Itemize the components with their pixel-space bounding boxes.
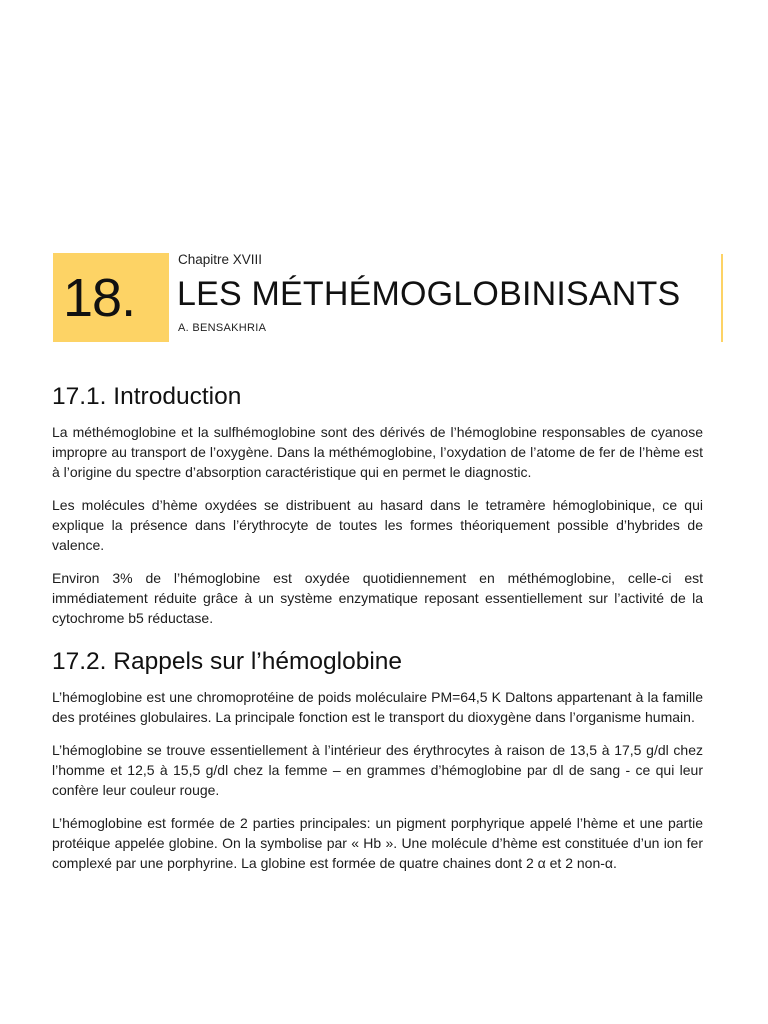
document-body [52, 383, 703, 886]
paragraph: L’hémoglobine est formée de 2 parties principales: un pigment porphyrique appelé l’hème et une partie protéique appelée globine. On la symbolise par « Hb ». Une molécule d’hème est constituée d’un ion fer complexé par une porphyrine. La globine est formée de quatre chaines dont 2 α et 2 non-α. [52, 815, 703, 872]
section-heading: 17.2. Rappels sur l’hémoglobine [52, 648, 403, 676]
chapter-title: LES MÉTHÉMOGLOBINISANTS [177, 275, 681, 313]
section-introduction [52, 383, 703, 628]
paragraph: L’hémoglobine est une chromoprotéine de poids moléculaire PM=64,5 K Daltons appartenant à la famille des protéines globulaires. La principale fonction est le transport du dioxygène dans l’organisme humain. [52, 689, 703, 726]
chapter-author: A. BENSAKHRIA [178, 322, 267, 334]
chapter-number-box [53, 253, 169, 342]
chapter-number: 18. [63, 267, 136, 328]
section-rappels-hemoglobine [52, 648, 703, 873]
paragraph: La méthémoglobine et la sulfhémoglobine sont des dérivés de l’hémoglobine responsables de cyanose impropre au transport de l’oxygène. Dans la méthémoglobine, l’oxydation de l’atome de fer de l’hème est à l’origine du spectre d’absorption caractéristique qui en permet le diagnostic. [52, 424, 703, 481]
paragraph: L’hémoglobine se trouve essentiellement à l’intérieur des érythrocytes à raison de 13,5 à 17,5 g/dl chez l’homme et 12,5 à 15,5 g/dl chez la femme – en grammes d’hémoglobine par dl de sang - ce qui leur confère leur couleur rouge. [52, 742, 703, 799]
chapter-label: Chapitre XVIII [178, 252, 263, 267]
section-heading: 17.1. Introduction [52, 383, 242, 410]
paragraph: Environ 3% de l’hémoglobine est oxydée quotidiennement en méthémoglobine, celle-ci est immédiatement réduite grâce à un système enzymatique reposant essentiellement sur l’activité de la cytochrome b5 réductase. [52, 570, 703, 627]
paragraph: Les molécules d’hème oxydées se distribuent au hasard dans le tetramère hémoglobinique, ce qui explique la présence dans l’érythrocyte de toutes les formes théoriquement possible d’hybrides de valence. [52, 497, 703, 554]
accent-divider [721, 254, 723, 342]
